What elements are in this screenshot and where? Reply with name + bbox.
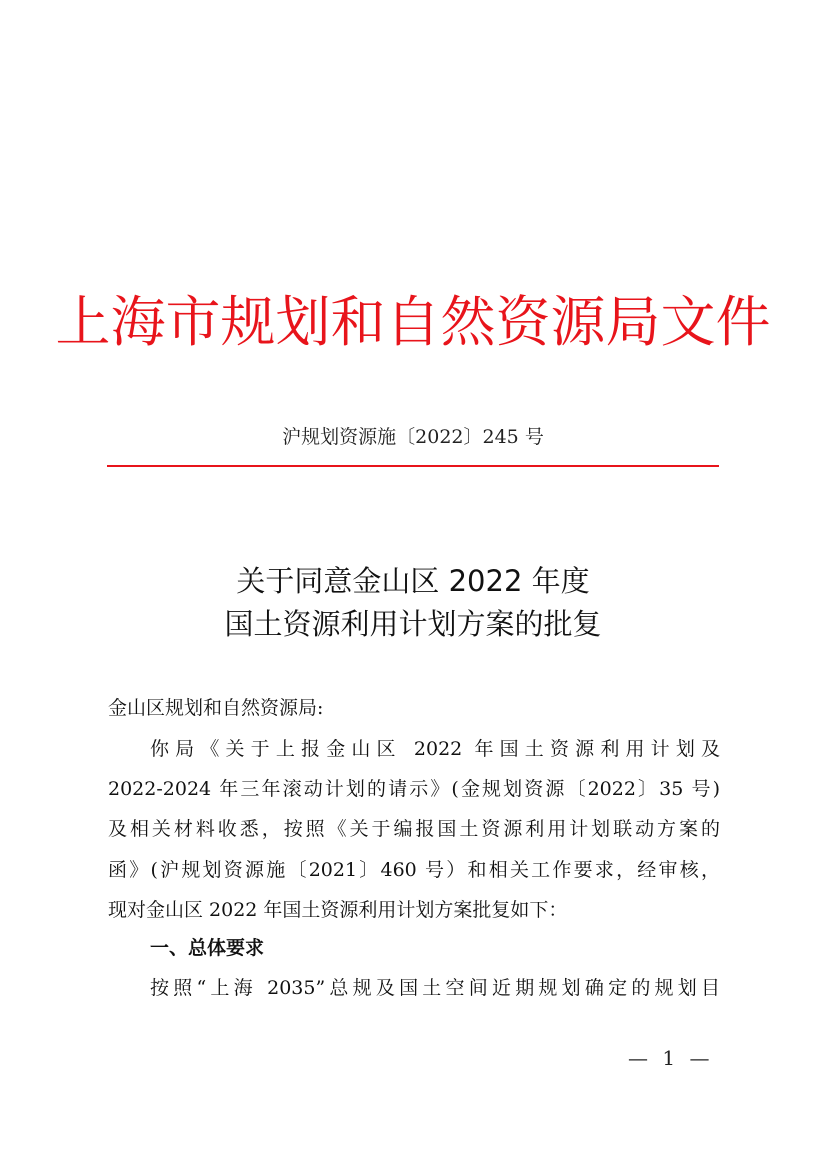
paragraph-line: 你局《关于上报金山区 2022 年国土资源利用计划及: [150, 738, 720, 760]
paragraph-line: 及相关材料收悉，按照《关于编报国土资源利用计划联动方案的: [108, 818, 720, 840]
subject-title-line-2: 国土资源利用计划方案的批复: [224, 607, 602, 641]
paragraph-line: 按照“上海 2035”总规及国土空间近期规划确定的规划目: [150, 977, 720, 999]
paragraph-line: 2022-2024 年三年滚动计划的请示》(金规划资源〔2022〕35 号): [108, 778, 720, 800]
paragraph-line: 函》(沪规划资源施〔2021〕460 号）和相关工作要求，经审核，: [108, 859, 720, 881]
addressee: 金山区规划和自然资源局:: [108, 697, 324, 719]
subject-title-line-1: 关于同意金山区 2022 年度: [236, 564, 590, 598]
document-number: 沪规划资源施〔2022〕245 号: [282, 426, 544, 448]
red-separator-line: [107, 465, 719, 467]
paragraph-line: 现对金山区 2022 年国土资源利用计划方案批复如下：: [108, 899, 568, 921]
section-heading: 一、总体要求: [150, 937, 265, 959]
issuer-title: 上海市规划和自然资源局文件: [55, 290, 771, 354]
page-number: — 1 —: [628, 1046, 710, 1070]
